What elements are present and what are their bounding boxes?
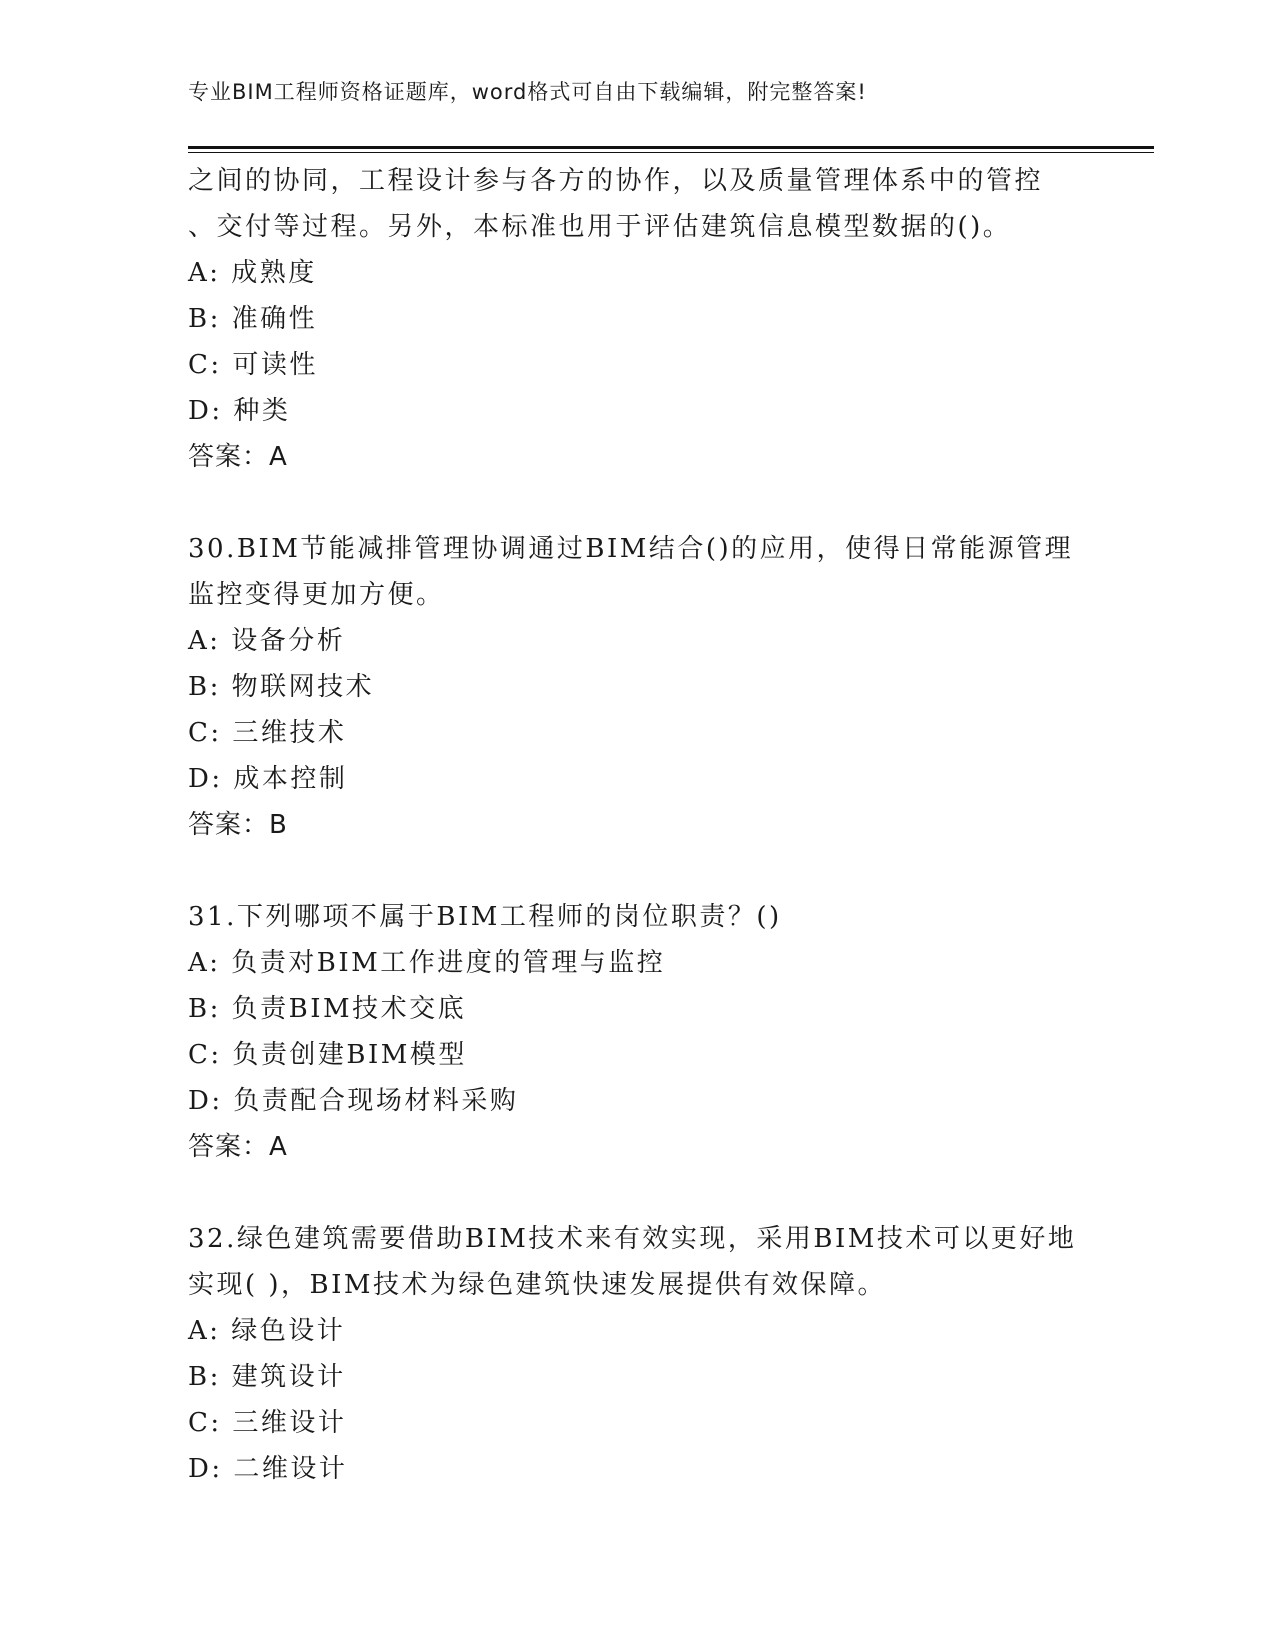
question-text-line: 、交付等过程。另外，本标准也用于评估建筑信息模型数据的()。 — [188, 212, 1012, 242]
option-c: C: 三维设计 — [188, 1408, 347, 1438]
option-c: C: 可读性 — [188, 350, 318, 380]
question-31 — [188, 894, 1128, 1170]
page-header: 专业BIM工程师资格证题库，word格式可自由下载编辑，附完整答案! — [188, 80, 867, 104]
question-text-line: 监控变得更加方便。 — [188, 580, 445, 610]
option-c: C: 负责创建BIM模型 — [188, 1040, 467, 1070]
question-text-line: 32.绿色建筑需要借助BIM技术来有效实现，采用BIM技术可以更好地 — [188, 1224, 1077, 1254]
question-text-line: 实现( )，BIM技术为绿色建筑快速发展提供有效保障。 — [188, 1270, 887, 1300]
header-rule-thick — [188, 146, 1154, 149]
option-a: A: 负责对BIM工作进度的管理与监控 — [188, 948, 666, 978]
option-a: A: 成熟度 — [188, 258, 317, 288]
option-b: B: 物联网技术 — [188, 672, 375, 702]
question-text-line: 30.BIM节能减排管理协调通过BIM结合()的应用，使得日常能源管理 — [188, 534, 1074, 564]
answer-line: 答案：B — [188, 810, 288, 840]
option-d: D: 负责配合现场材料采购 — [188, 1086, 519, 1116]
question-32 — [188, 1216, 1128, 1492]
option-b: B: 准确性 — [188, 304, 318, 334]
question-text-line: 之间的协同，工程设计参与各方的协作，以及质量管理体系中的管控 — [188, 166, 1044, 196]
option-d: D: 种类 — [188, 396, 291, 426]
option-d: D: 成本控制 — [188, 764, 348, 794]
option-a: A: 设备分析 — [188, 626, 346, 656]
option-b: B: 负责BIM技术交底 — [188, 994, 467, 1024]
question-content — [188, 158, 1128, 1492]
question-text-line: 31.下列哪项不属于BIM工程师的岗位职责？() — [188, 902, 782, 932]
option-c: C: 三维技术 — [188, 718, 347, 748]
option-b: B: 建筑设计 — [188, 1362, 346, 1392]
answer-line: 答案：A — [188, 442, 288, 472]
option-a: A: 绿色设计 — [188, 1316, 346, 1346]
option-d: D: 二维设计 — [188, 1454, 348, 1484]
answer-line: 答案：A — [188, 1132, 288, 1162]
question-29-continuation — [188, 158, 1128, 480]
header-rule-thin — [188, 152, 1154, 153]
question-30 — [188, 526, 1128, 848]
